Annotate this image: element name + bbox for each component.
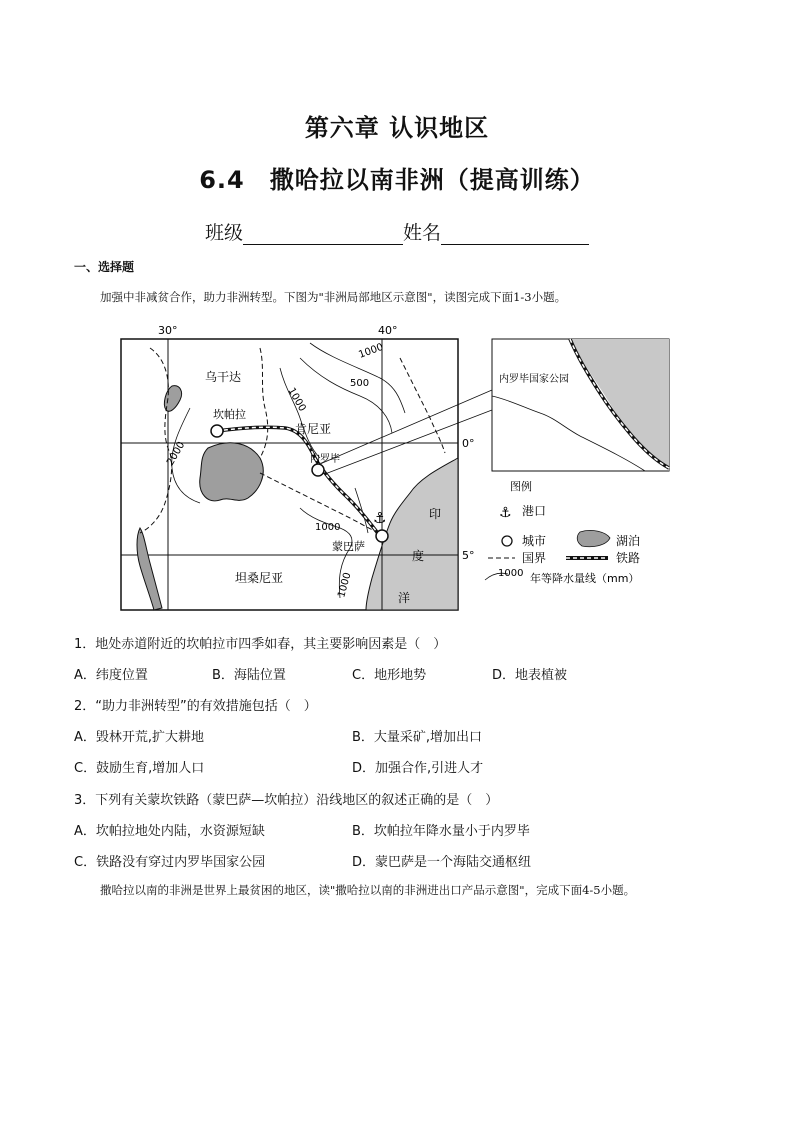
label-nairobi: 内罗毕: [310, 454, 340, 465]
legend-title: 图例: [510, 480, 532, 493]
lat-label-5: 5°: [462, 549, 475, 562]
legend-port-label: 港口: [522, 504, 547, 518]
question-1-stem: 1．地处赤道附近的坎帕拉市四季如春，其主要影响因素是（ ）: [74, 637, 447, 652]
label-ocean-1: 印: [429, 507, 442, 521]
legend-isohyet-value: 1000: [498, 568, 524, 579]
q3-option-a[interactable]: A．坎帕拉地处内陆，水资源短缺: [74, 824, 265, 839]
legend-isohyet-label: 年等降水量线（mm）: [530, 572, 640, 585]
legend-city-icon: [502, 536, 512, 546]
legend-port-icon: ⚓: [499, 505, 512, 521]
isohyet-label-6: 1000: [336, 571, 354, 599]
port-anchor-icon: ⚓: [373, 509, 387, 527]
section-heading: 一、选择题: [74, 260, 135, 274]
q1-option-d[interactable]: D．地表植被: [492, 668, 568, 683]
isohyet-label-1: 1000: [357, 341, 385, 361]
label-kampala: 坎帕拉: [213, 408, 246, 421]
chapter-title: 第六章 认识地区: [304, 114, 490, 142]
q3-option-c[interactable]: C．铁路没有穿过内罗毕国家公园: [74, 855, 266, 870]
q1-option-a[interactable]: A．纬度位置: [74, 668, 148, 683]
isohyet-label-2: 500: [350, 378, 370, 389]
legend-border-label: 国界: [522, 551, 547, 565]
legend-railway-label: 铁路: [616, 551, 641, 565]
isohyet-label-4: 2000: [165, 439, 188, 468]
student-info-line: [0, 218, 794, 245]
africa-region-map: [110, 318, 680, 616]
label-uganda: 乌干达: [205, 370, 242, 384]
q2-option-d[interactable]: D．加强合作,引进人才: [352, 761, 484, 776]
city-kampala: [211, 425, 223, 437]
city-mombasa: [376, 530, 388, 542]
q3-option-d[interactable]: D．蒙巴萨是一个海陆交通枢纽: [352, 855, 532, 870]
name-label: 姓名: [403, 222, 442, 244]
q2-option-a[interactable]: A．毁林开荒,扩大耕地: [74, 730, 205, 745]
closing-paragraph: 撒哈拉以南的非洲是世界上最贫困的地区，读"撒哈拉以南的非洲进出口产品示意图"，完成下面4-5小题。: [100, 883, 636, 897]
q1-option-c[interactable]: C．地形地势: [352, 668, 427, 683]
q3-option-b[interactable]: B．坎帕拉年降水量小于内罗毕: [352, 824, 530, 839]
lat-label-0: 0°: [462, 437, 475, 450]
city-nairobi: [312, 464, 324, 476]
label-ocean-2: 度: [412, 549, 425, 563]
intro-text: 加强中非减贫合作，助力非洲转型。下图为"非洲局部地区示意图"，读图完成下面1-3小题。: [100, 290, 567, 304]
class-blank[interactable]: [243, 224, 403, 245]
q1-option-b[interactable]: B．海陆位置: [212, 668, 286, 683]
label-mombasa: 蒙巴萨: [332, 540, 365, 553]
lesson-title: 6.4 撒哈拉以南非洲（提高训练）: [199, 166, 595, 194]
legend-lake-label: 湖泊: [616, 534, 641, 548]
question-3-stem: 3．下列有关蒙坎铁路（蒙巴萨—坎帕拉）沿线地区的叙述正确的是（ ）: [74, 793, 499, 808]
lake-victoria: [200, 443, 263, 501]
inset-park-label: 内罗毕国家公园: [499, 374, 569, 385]
legend-lake-icon: [577, 530, 610, 546]
lon-label-40: 40°: [378, 324, 398, 337]
isohyet-label-3: 1000: [285, 386, 308, 414]
label-ocean-3: 洋: [398, 591, 411, 605]
label-kenya: 肯尼亚: [295, 422, 332, 436]
isohyet-label-5: 1000: [315, 522, 341, 533]
class-label: 班级: [204, 222, 243, 244]
legend-city-label: 城市: [522, 534, 547, 548]
lon-label-30: 30°: [158, 324, 178, 337]
label-tanzania: 坦桑尼亚: [235, 571, 284, 585]
q2-option-c[interactable]: C．鼓励生育,增加人口: [74, 761, 205, 776]
q2-option-b[interactable]: B．大量采矿,增加出口: [352, 730, 483, 745]
name-blank[interactable]: [441, 224, 589, 245]
question-2-stem: 2．“助力非洲转型”的有效措施包括（ ）: [74, 699, 317, 714]
